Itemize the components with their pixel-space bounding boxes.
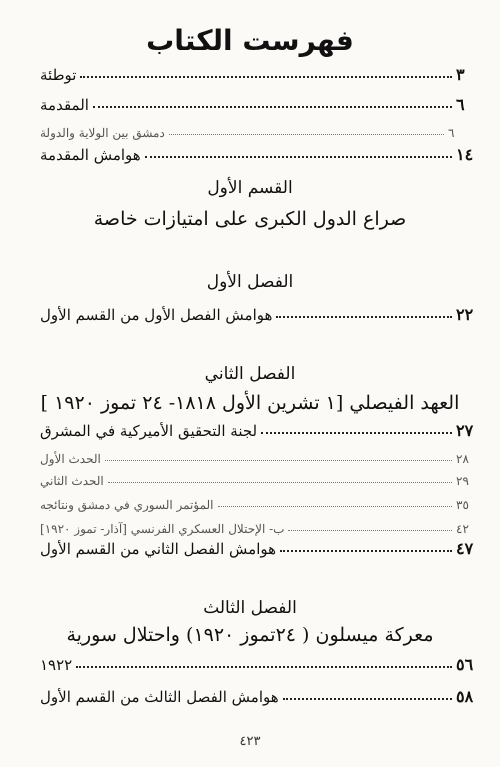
- toc-entry-page: ٥٦: [456, 655, 474, 674]
- section-heading: القسم الأول: [207, 178, 293, 198]
- toc-entry: [40, 92, 478, 114]
- toc-entry-text: هوامش الفصل الثالث من القسم الأول: [40, 688, 279, 706]
- toc-entry: [40, 142, 478, 164]
- toc-subentry: [40, 118, 470, 140]
- toc-subentry: [40, 514, 478, 536]
- toc-entry: [40, 536, 478, 558]
- chapter-heading: الفصل الأول: [206, 272, 294, 292]
- leader-dots: [288, 530, 452, 531]
- toc-entry-text: دمشق بين الولاية والدولة: [40, 126, 165, 140]
- toc-subentry: [40, 444, 478, 466]
- toc-entry-page: ٣٥: [456, 498, 469, 512]
- toc-entry-page: ١٤: [456, 145, 474, 164]
- leader-dots: [76, 666, 452, 668]
- toc-entry-text: توطئة: [40, 66, 77, 84]
- leader-dots: [276, 316, 452, 318]
- leader-dots: [105, 460, 452, 461]
- toc-subentry: [40, 466, 478, 488]
- leader-dots: [280, 550, 452, 552]
- toc-entry-page: ٦: [456, 95, 465, 114]
- leader-dots: [218, 506, 452, 507]
- leader-dots: [145, 156, 452, 158]
- toc-entry: [40, 62, 478, 84]
- toc-entry: [40, 684, 478, 706]
- toc-entry-page: ٢٩: [456, 474, 469, 488]
- toc-entry-page: ٢٨: [456, 452, 469, 466]
- toc-entry-page: ٥٨: [456, 687, 474, 706]
- section-subtitle: صراع الدول الكبرى على امتيازات خاصة: [93, 208, 407, 230]
- toc-entry-text: هوامش المقدمة: [40, 146, 141, 164]
- toc-entry-page: ٢٢: [456, 305, 474, 324]
- leader-dots: [261, 432, 452, 434]
- toc-entry-page: ٤٢: [456, 522, 469, 536]
- toc-entry-page: ٣: [456, 65, 465, 84]
- chapter-subtitle: العهد الفيصلي [١ تشرين الأول ١٨١٨- ٢٤ تموز ١٩٢٠ ]: [40, 392, 460, 414]
- toc-entry-text: هوامش الفصل الثاني من القسم الأول: [40, 540, 277, 558]
- toc-entry-text: الحدث الثاني: [40, 474, 104, 488]
- toc-entry-page: ٤٧: [456, 539, 474, 558]
- leader-dots: [80, 76, 452, 78]
- toc-entry-text: هوامش الفصل الأول من القسم الأول: [40, 306, 273, 324]
- toc-entry-text: المؤتمر السوري في دمشق ونتائجه: [40, 498, 214, 512]
- page-title: فهرست الكتاب: [146, 24, 354, 57]
- toc-entry-text: ب- الإحتلال العسكري الفرنسي [آذار- تموز ١٩٢٠]: [40, 522, 285, 536]
- toc-entry-text: المقدمة: [40, 96, 89, 114]
- leader-dots: [169, 134, 444, 135]
- toc-entry: [40, 652, 478, 674]
- toc-entry-page: ٦: [448, 126, 455, 140]
- page-number: ٤٢٣: [239, 734, 261, 749]
- leader-dots: [93, 106, 452, 108]
- toc-entry-text: الحدث الأول: [40, 452, 101, 466]
- toc-entry-page: ٢٧: [456, 421, 474, 440]
- chapter-heading: الفصل الثاني: [204, 364, 296, 384]
- toc-entry-text: ١٩٢٢: [40, 656, 73, 674]
- chapter-heading: الفصل الثالث: [203, 598, 297, 618]
- toc-entry: [40, 418, 478, 440]
- leader-dots: [283, 698, 452, 700]
- toc-subentry: [40, 490, 478, 512]
- chapter-subtitle: معركة ميسلون ( ٢٤تموز ١٩٢٠) واحتلال سورية: [66, 624, 434, 646]
- toc-entry-text: لجنة التحقيق الأميركية في المشرق: [40, 422, 258, 440]
- leader-dots: [108, 482, 452, 483]
- toc-entry: [40, 302, 478, 324]
